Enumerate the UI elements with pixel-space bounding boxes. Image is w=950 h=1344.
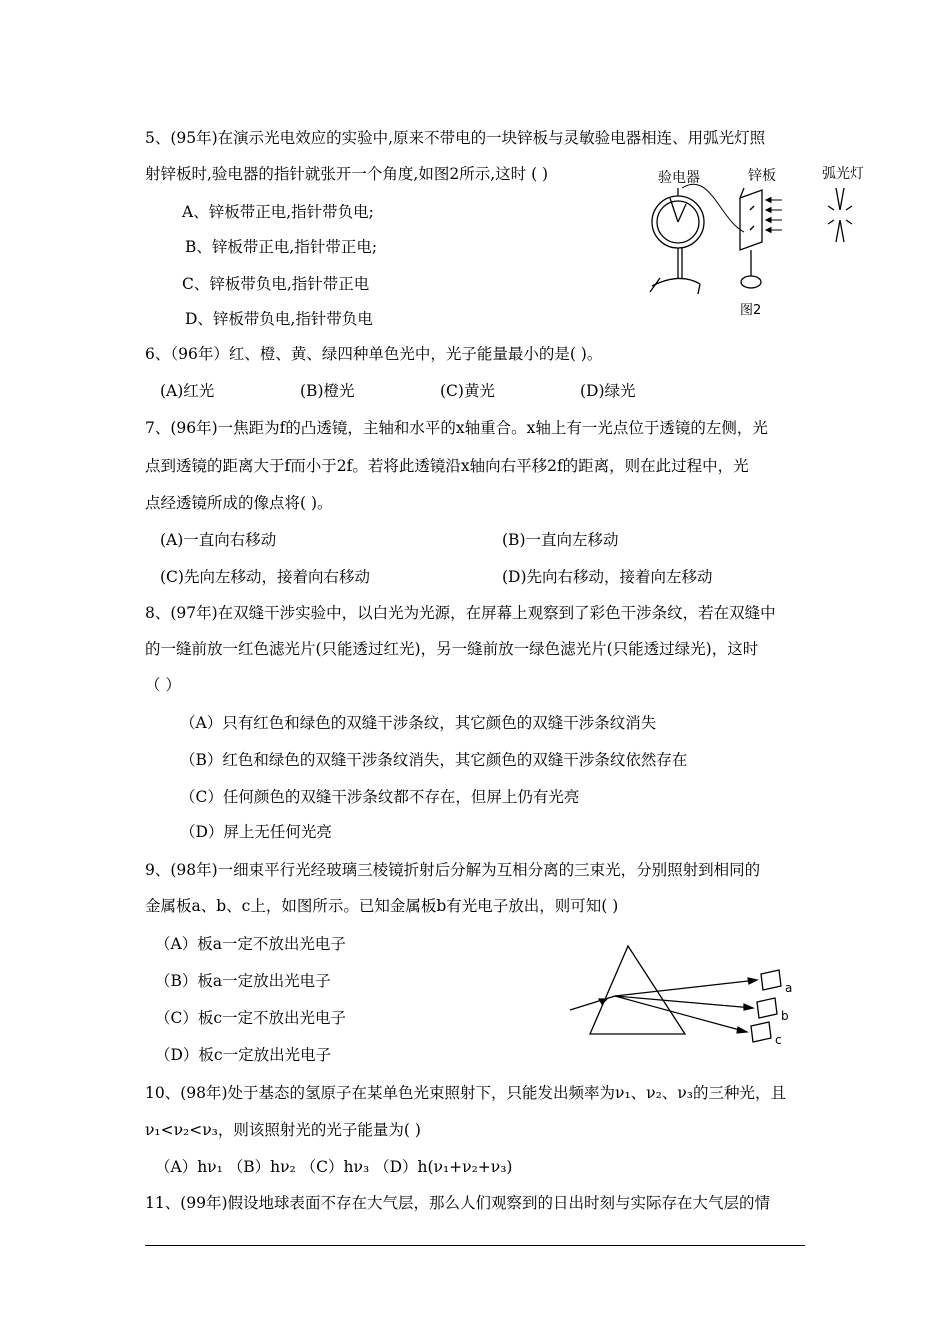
q8-option-a: （A）只有红色和绿色的双缝干涉条纹，其它颜色的双缝干涉条纹消失: [180, 714, 657, 732]
q9-text-line2: 金属板a、b、c上，如图所示。已知金属板b有光电子放出，则可知( ): [145, 897, 619, 915]
q9-option-a: （A）板a一定不放出光电子: [155, 935, 346, 953]
electroscope-icon: [650, 188, 704, 294]
q7-text-line1: 7、(96年)一焦距为f的凸透镜，主轴和水平的x轴重合。x轴上有一光点位于透镜的左侧，光: [145, 419, 768, 437]
q6-option-b: (B)橙光: [300, 382, 355, 400]
q8-option-b: （B）红色和绿色的双缝干涉条纹消失，其它颜色的双缝干涉条纹依然存在: [180, 751, 688, 769]
q7-text-line2: 点到透镜的距离大于f而小于2f。若将此透镜沿x轴向右平移2f的距离，则在此过程中，光: [145, 457, 749, 475]
q9-option-c: （C）板c一定不放出光电子: [155, 1009, 347, 1027]
q6-option-a: (A)红光: [160, 382, 215, 400]
plate-b-label: b: [781, 1009, 789, 1023]
zinc-plate-label: 锌板: [748, 168, 776, 184]
q6-text-line1: 6、（96年）红、橙、黄、绿四种单色光中，光子能量最小的是( )。: [145, 345, 603, 363]
q5-option-a: A、锌板带正电,指针带负电;: [182, 203, 374, 221]
q6-option-d: (D)绿光: [580, 382, 636, 400]
prism-figure: [565, 940, 805, 1050]
q5-text-line1: 5、(95年)在演示光电效应的实验中,原来不带电的一块锌板与灵敏验电器相连、用弧光灯照: [145, 129, 766, 147]
arc-lamp-icon: [828, 188, 852, 242]
q10-text-line2: ν₁<ν₂<ν₃，则该照射光的光子能量为( ): [145, 1121, 421, 1139]
q7-option-a: (A)一直向右移动: [160, 531, 277, 549]
q6-option-c: (C)黄光: [440, 382, 495, 400]
plate-c-label: c: [775, 1033, 782, 1047]
q8-text-line1: 8、(97年)在双缝干涉实验中，以白光为光源，在屏幕上观察到了彩色干涉条纹，若在双缝中: [145, 604, 776, 622]
light-beams: [570, 978, 757, 1033]
q8-text-line3: （ ）: [145, 676, 181, 694]
q5-text-line2: 射锌板时,验电器的指针就张开一个角度,如图2所示,这时 ( ): [145, 165, 549, 183]
connecting-wire: [682, 184, 744, 232]
q5-option-c: C、锌板带负电,指针带正电: [182, 275, 370, 293]
q5-option-b: B、锌板带正电,指针带正电;: [185, 238, 378, 256]
q5-option-d: D、锌板带负电,指针带负电: [185, 310, 373, 328]
light-rays: [766, 198, 782, 233]
q10-options: （A）hν₁ （B）hν₂ （C）hν₃ （D）h(ν₁+ν₂+ν₃): [155, 1158, 513, 1176]
q9-option-b: （B）板a一定放出光电子: [155, 972, 331, 990]
q10-text-line1: 10、(98年)处于基态的氢原子在某单色光束照射下，只能发出频率为ν₁、ν₂、ν₃的三种光，且: [145, 1084, 786, 1102]
q7-option-b: (B)一直向左移动: [502, 531, 619, 549]
q8-option-c: （C）任何颜色的双缝干涉条纹都不存在，但屏上仍有光亮: [180, 788, 580, 806]
photoelectric-figure: [640, 160, 880, 320]
arc-lamp-label: 弧光灯: [822, 166, 864, 182]
plate-a-label: a: [785, 981, 793, 995]
zinc-plate-icon: [740, 188, 762, 288]
q8-text-line2: 的一缝前放一红色滤光片(只能透过红光)，另一缝前放一绿色滤光片(只能透过绿光)，这时: [145, 640, 759, 658]
figure-caption: 图2: [740, 303, 762, 318]
footer-rule: [145, 1245, 805, 1246]
q9-option-d: （D）板c一定放出光电子: [155, 1046, 332, 1064]
q8-option-d: （D）屏上无任何光亮: [180, 823, 332, 841]
q11-text-line1: 11、(99年)假设地球表面不存在大气层，那么人们观察到的日出时刻与实际存在大气层的情: [145, 1194, 771, 1212]
q9-text-line1: 9、(98年)一细束平行光经玻璃三棱镜折射后分解为互相分离的三束光，分别照射到相同的: [145, 861, 761, 879]
electroscope-label: 验电器: [658, 170, 700, 186]
q7-text-line3: 点经透镜所成的像点将( )。: [145, 494, 333, 512]
q7-option-c: (C)先向左移动，接着向右移动: [160, 568, 370, 586]
q7-option-d: (D)先向右移动，接着向左移动: [502, 568, 713, 586]
